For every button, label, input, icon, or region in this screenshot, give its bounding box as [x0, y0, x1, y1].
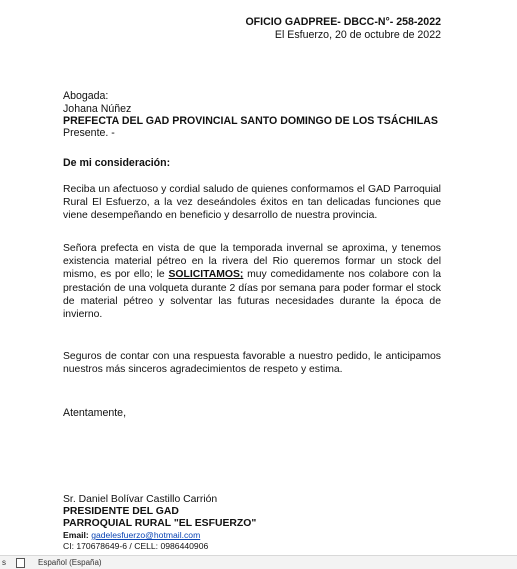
status-bar	[0, 555, 517, 569]
recipient-position: PREFECTA DEL GAD PROVINCIAL SANTO DOMINGO DE LOS TSÁCHILAS	[63, 115, 438, 127]
signature-name: Sr. Daniel Bolívar Castillo Carrión	[63, 494, 218, 505]
language-indicator[interactable]: Español (España)	[38, 558, 102, 567]
email-link[interactable]: gadelesfuerzo@hotmail.com	[91, 530, 201, 540]
paragraph-3: Seguros de contar con una respuesta favorable a nuestro pedido, le anticipamos nuestros más sinceros agradecimientos de respeto y estima.	[63, 351, 441, 376]
paragraph-1: Reciba un afectuoso y cordial saludo de quienes conformamos el GAD Parroquial Rural El Esfuerzo, a la vez deseándoles éxitos en tan delicadas funciones que viene desempeñando en beneficio y desarrollo de nuestra provincia.	[63, 184, 441, 222]
signature-email-line	[63, 530, 200, 541]
signature-role-1: PRESIDENTE DEL GAD	[63, 506, 179, 517]
status-left-text: s	[2, 558, 6, 567]
solicitamos-emphasis: SOLICITAMOS;	[168, 269, 244, 281]
proofing-icon[interactable]	[16, 558, 25, 568]
paragraph-2	[63, 242, 441, 321]
closing: Atentamente,	[63, 407, 127, 419]
recipient-name: Johana Núñez	[63, 103, 132, 115]
signature-role-2: PARROQUIAL RURAL "EL ESFUERZO"	[63, 518, 257, 529]
presente: Presente. -	[63, 127, 115, 139]
signature-ci-cell: CI: 170678649-6 / CELL: 0986440906	[63, 541, 209, 551]
paragraph-2-before: Señora prefecta en vista de que la temporada invernal se aproxima, y tenemos existencia material pétreo en la rivera del Rio queremos formar un stock del mismo, es por ello; le	[63, 243, 441, 281]
oficio-number: OFICIO GADPREE- DBCC-N°- 258-2022	[245, 16, 441, 28]
paragraph-2-after: muy comedidamente nos colabore con la prestación de una volqueta durante 2 días por semana para poder formar el stock de material pétreo y solventar las futuras necesidades durante la época de invierno.	[63, 269, 441, 321]
salutation: De mi consideración:	[63, 157, 171, 169]
recipient-title: Abogada:	[63, 90, 109, 102]
email-label: Email:	[63, 530, 92, 540]
place-date: El Esfuerzo, 20 de octubre de 2022	[274, 29, 441, 41]
